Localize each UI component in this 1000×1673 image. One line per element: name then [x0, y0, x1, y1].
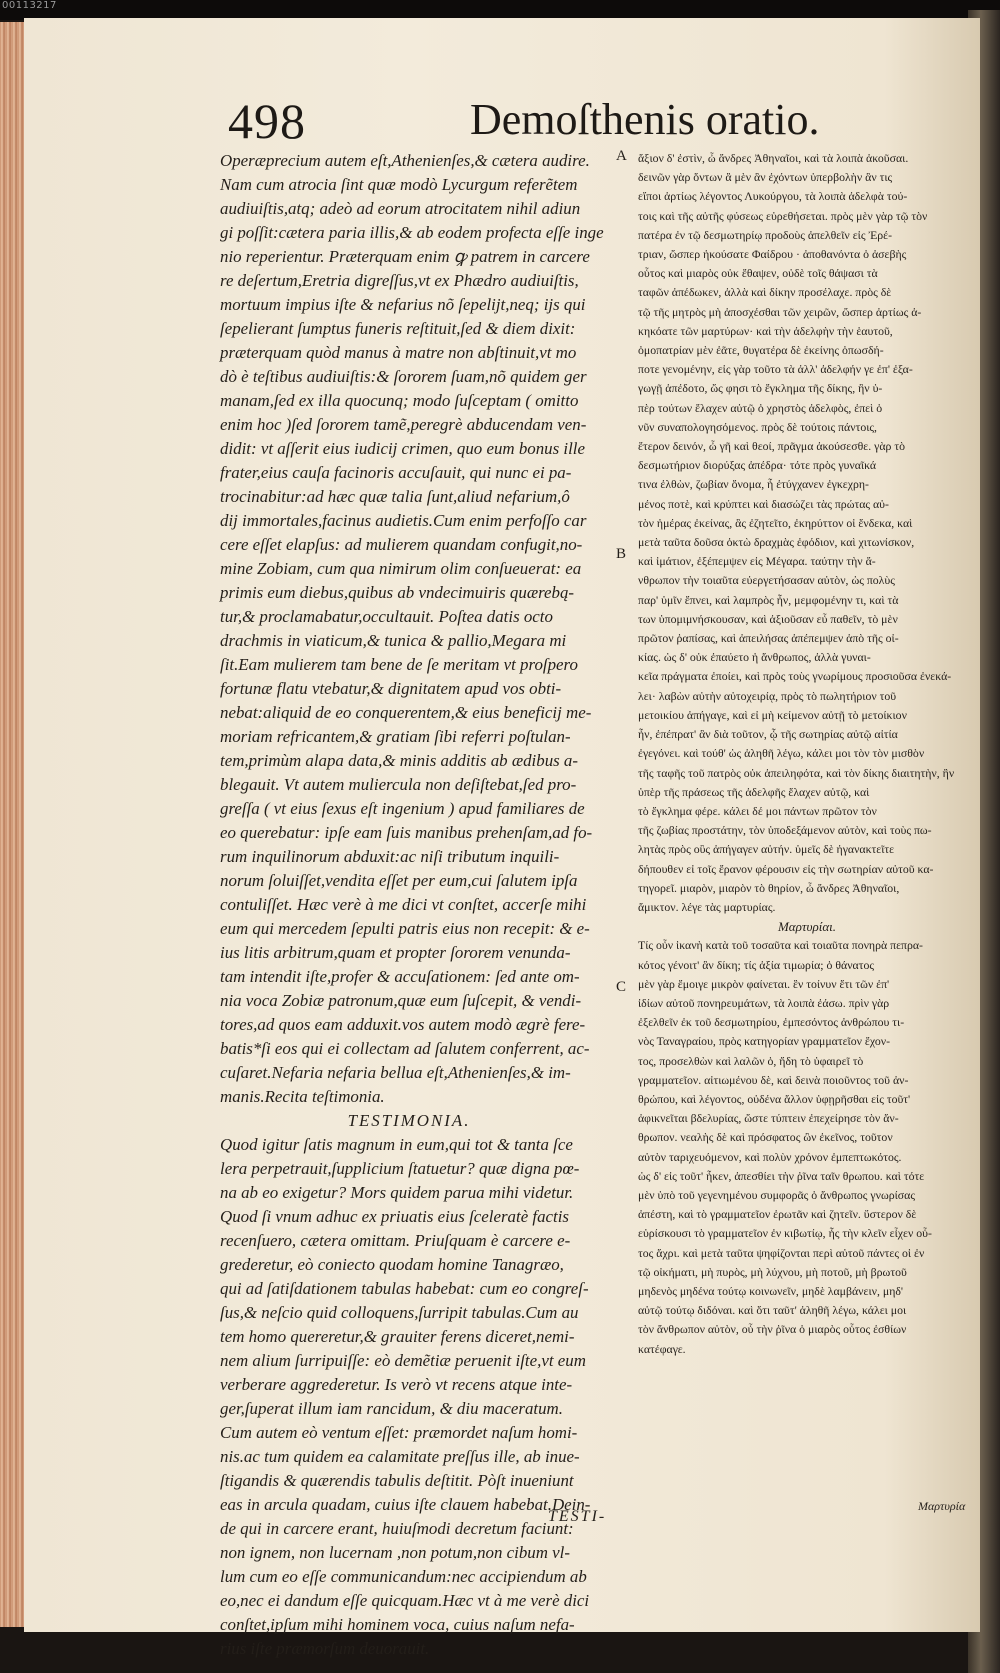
greek-text-line: τῆς ζωβίας προστάτην, τὸν ὑποδεξάμενον αὐτὸν, καὶ τοὺς πω-: [638, 823, 932, 838]
greek-text-line: μένος ποτὲ, καὶ κρύπτει καὶ διασώζει τὰς πρώτας αὐ-: [638, 496, 889, 511]
book-page: [24, 18, 980, 1658]
greek-text-line: ταφῶν ἀπέδωκεν, ἀλλὰ καὶ δίκην προσέλαχε. πρὸς δὲ: [638, 285, 892, 300]
latin-text-line: eas in arcula quadam, cuius iſte clauem habebat.Dein-: [220, 1495, 591, 1514]
greek-text-line: τος ἄχρι. καὶ μετὰ ταῦτα ψηφίζονται περὶ αὐτοῦ πάντες οἱ ἐν: [638, 1245, 925, 1260]
latin-text-line: manis.Recita teſtimonia.: [220, 1087, 385, 1106]
greek-text-line: μηδενὸς μηδένα τούτῳ κοινωνεῖν, μηδὲ λαμβάνειν, μηδ': [638, 1283, 904, 1298]
page-number: 498: [228, 93, 306, 149]
greek-text-line: τῷ τῆς μητρὸς μὴ ἀποσχέσθαι τῶν χειρῶν, ὥσπερ ἀρτίως ἀ-: [638, 304, 922, 319]
latin-text-line: verberare aggrederetur. Is verò vt recens atque inte-: [220, 1375, 573, 1394]
latin-text-line: grederetur, eò coniecto quodam homine Tanagræo,: [220, 1255, 564, 1274]
scan-id: 00113217: [2, 0, 57, 11]
latin-text-line: manam,ſed ex illa quocunq; modo ſuſceptam ( omitto: [220, 391, 579, 410]
greek-text-line: τος, προσελθὼν καὶ λαλῶν ὁ, ἤδη τὸ ὑφαιρεῖ τὸ: [638, 1053, 864, 1068]
latin-text-line: blegauit. Vt autem muliercula non deſiſtebat,ſed pro-: [220, 775, 577, 794]
latin-text-line: rius iſte præmorſum deuorauit.: [220, 1639, 430, 1658]
greek-text-line: τὸ ἔγκλημα φέρε. κάλει δέ μοι πάντων πρῶτον τὸν: [638, 803, 877, 818]
greek-column: [638, 149, 976, 1359]
greek-text-line: γωγῇ ἀπέδοτο, ὥς φησι τὸ ἔγκλημα τῆς δίκης, ἣν ὑ-: [638, 381, 883, 396]
greek-text-line: ἐγεγόνει. καὶ τούθ' ὡς ἀληθῆ λέγω, κάλει μοι τὸν τὸν μισθὸν: [638, 746, 925, 761]
margin-letter-b: B: [616, 546, 627, 562]
greek-text-line: δήπουθεν εἰ τοῖς ἔρανον φέρουσιν εἰς τὴν σωτηρίαν αὐτοῦ κα-: [638, 861, 934, 876]
greek-text-line: ἐξελθεῖν ἐκ τοῦ δεσμωτηρίου, ἐμπεσόντος ἀνθρώπου τι-: [638, 1015, 905, 1030]
greek-text-line: εἴποι ἀρτίως λέγοντος Λυκούργου, τὰ λοιπὰ ἀδελφὰ τού-: [638, 189, 908, 204]
latin-text-line: Quod igitur ſatis magnum in eum,qui tot & tanta ſce: [220, 1135, 573, 1154]
greek-text-line: ἕτερον δεινόν, ὦ γῆ καὶ θεοί, πρᾶγμα ἀκούσεσθε. γὰρ τὸ: [638, 439, 905, 454]
latin-text-line: nis.ac tum quidem ea calamitate preſſus ille, ab inue-: [220, 1447, 580, 1466]
latin-text-line: tem homo quereretur,& grauiter ferens diceret,nemi-: [220, 1327, 575, 1346]
latin-text-line: eum qui mercedem ſepulti patris eius non recepit: & e-: [220, 919, 590, 938]
greek-text-line: πρῶτον ῥαπίσας, καὶ ἀπειλήσας ἀπέπεμψεν ἀπὸ τῆς οἰ-: [638, 631, 899, 646]
greek-text-line: ἀπέστη, καὶ τὸ γραμματεῖον ἐρωτᾶν καὶ ζητεῖν. ὕστερον δὲ: [638, 1207, 917, 1222]
greek-text-line: τῷ οἰκήματι, μὴ πυρὸς, μὴ λύχνου, μὴ ποτοῦ, μὴ βρωτοῦ: [638, 1264, 907, 1279]
greek-text-line: ποτε γενομένην, εἰς γὰρ τοῦτο τὰ ἀλλ' ἀδελφήν γε ἐπ' ἐξα-: [638, 362, 913, 377]
greek-text-line: ἀφικνεῖται βδελυρίας, ὥστε τύπτειν ἐπεχείρησε τὸν ἄν-: [638, 1111, 899, 1126]
latin-text-line: tur,& proclamabatur,occultauit. Poſtea datis octo: [220, 607, 553, 626]
greek-section-heading: Μαρτυρίαι.: [777, 919, 837, 935]
greek-text-line: εὑρίσκουσι τὸ γραμματεῖον ἐν κιβωτίῳ, ἧς τὴν κλεῖν εἶχεν οὗ-: [638, 1226, 932, 1241]
latin-text-line: tores,ad quos eam adduxit.vos autem modò ægrè fere-: [220, 1015, 586, 1034]
latin-text-line: drachmis in viaticum,& tunica & pallio,Megara mi: [220, 631, 567, 650]
greek-text-line: τῆς ταφῆς τοῦ πατρὸς οὐκ ἀπειληφότα, καὶ τὸν δίκης διαιτητὴν, ἣν: [638, 765, 955, 780]
latin-text-line: lum cum eo eſſe communicandum:nec accipiendum ab: [220, 1567, 587, 1586]
latin-text-line: greſſa ( vt eius ſexus eſt ingenium ) apud familiares de: [220, 799, 585, 818]
latin-catchword: TESTI-: [548, 1508, 607, 1525]
latin-text-line: tem,primùm alapa data,& minis additis ab ædibus a-: [220, 751, 579, 770]
greek-text-line: αὐτῷ τούτῳ διδόναι. καὶ ὅτι ταῦτ' ἀληθῆ λέγω, κάλει μοι: [638, 1303, 907, 1318]
latin-column: [220, 149, 638, 1661]
greek-text-line: ὑπὲρ τῆς πράσεως τῆς ἀδελφῆς ἔλαχεν αὐτῷ, καὶ: [638, 784, 870, 799]
greek-text-line: ἦν, ἐπέπρατ' ἂν διὰ τοῦτον, ᾧ τῆς σωτηρίας αὐτῷ αἰτία: [638, 727, 898, 742]
latin-text-line: ſit.Eam mulierem tam bene de ſe meritam vt proſpero: [220, 655, 578, 674]
greek-text-line: κίας. ὡς δ' οὐκ ἐπαύετο ἡ ἄνθρωπος, ἀλλὰ γυναι-: [638, 650, 871, 665]
latin-text-line: Cum autem eò ventum eſſet: præmordet naſum homi-: [220, 1423, 578, 1442]
greek-text-line: τινα ἐλθὼν, ζωβίαν ὄνομα, ἧ ἐτύγχανεν ἐγκεχρη-: [638, 477, 869, 492]
latin-text-line: præterquam quòd manus à matre non abſtinuit,vt mo: [220, 343, 577, 362]
scan-top-strip: [0, 0, 1000, 20]
greek-text-line: τριαν, ὥσπερ ἠκούσατε Φαίδρου · ἀποθανόντα ὁ ἀσεβὴς: [638, 247, 907, 262]
latin-text-line: Operæprecium autem eſt,Athenienſes,& cætera audire.: [220, 151, 590, 170]
left-page-edges: [0, 22, 26, 1627]
latin-text-line: moriam refricantem,& gratiam ſibi referri poſtulan-: [220, 727, 571, 746]
latin-text-line: frater,eius cauſa facinoris accuſauit, qui nunc ei pa-: [220, 463, 572, 482]
latin-text-line: ſepelierant ſumptus funeris reſtituit,ſed & diem dixit:: [220, 319, 576, 338]
latin-text-line: ger,ſuperat illum iam rancidum, & diu maceratum.: [220, 1399, 563, 1418]
greek-text-line: νθρωπον τὴν τοιαῦτα εὐεργετήσασαν αὐτὸν, ὡς πολὺς: [638, 573, 895, 588]
latin-text-line: trocinabitur:ad hæc quæ talia ſunt,aliud nefarium,ô: [220, 487, 570, 506]
latin-text-line: eo querebatur: ipſe eam ſuis manibus prehenſam,ad fo-: [220, 823, 593, 842]
latin-text-line: nia voca Zobiæ patronum,quæ eum ſuſcepit, & vendi-: [220, 991, 582, 1010]
latin-text-line: conſtet,ipſum mihi hominem voca, cuius naſum nefa-: [220, 1615, 575, 1634]
greek-text-line: γραμματεῖον. αἰτιωμένου δὲ, καὶ δεινὰ ποιοῦντος τοῦ ἀν-: [638, 1072, 909, 1087]
latin-text-line: dò è teſtibus audiuiſtis:& ſororem ſuam,nõ quidem ger: [220, 367, 587, 386]
latin-text-line: ius litis arbitrum,quam et propter ſororem venunda-: [220, 943, 571, 962]
latin-text-line: ſus,& neſcio quid colloquens,ſurripit tabulas.Cum au: [220, 1303, 579, 1322]
greek-text-line: τὸν ἄνθρωπον αὐτὸν, οὗ τὴν ῥῖνα ὁ μιαρὸς οὗτος ἐσθίων: [638, 1322, 907, 1337]
latin-text-line: nio reperientur. Præterquam enim ꝙ patrem in carcere: [220, 247, 590, 266]
greek-text-line: δεσμωτήριον διορύξας ἀπέδρα· τότε πρὸς γυναῖκά: [638, 458, 877, 473]
latin-text-line: Quod ſi vnum adhuc ex priuatis eius ſceleratè factis: [220, 1207, 570, 1226]
greek-text-line: ἄμικτον. λέγε τὰς μαρτυρίας.: [638, 899, 776, 914]
latin-text-line: norum ſoluiſſet,vendita eſſet per eum,cui ſalutem ipſa: [220, 871, 578, 890]
greek-text-line: κατέφαγε.: [638, 1341, 686, 1356]
greek-text-line: πατέρα ἐν τῷ δεσμωτηρίῳ προδοὺς ἀπελθεῖν εἰς Ἐρέ-: [638, 227, 893, 242]
margin-letter-c: C: [616, 979, 627, 995]
greek-text-line: μετὰ ταῦτα δοῦσα ὀκτὼ δραχμὰς ἐφόδιον, καὶ χιτωνίσκον,: [638, 535, 915, 550]
latin-text-line: mortuum impius iſte & nefarius nõ ſepelijt,neq; ijs qui: [220, 295, 586, 314]
greek-text-line: παρ' ὑμῖν ἔπνει, καὶ λαμπρὸς ἦν, μεμφομένην τι, καὶ τὰ: [638, 592, 899, 607]
latin-text-line: recenſuero, cætera omittam. Priuſquam è carcere e-: [220, 1231, 571, 1250]
greek-text-line: κότος γένοιτ' ἂν δίκη; τίς ἀξία τιμωρία; ὁ θάνατος: [638, 957, 875, 972]
latin-text-line: re deſertum,Eretria digreſſus,vt ex Phædro audiuiſtis,: [220, 271, 579, 290]
latin-text-line: nem alium ſurripuiſſe: eò demẽtiæ peruenit iſte,vt eum: [220, 1351, 586, 1370]
greek-text-line: θρώπου, καὶ λέγοντος, οὐδένα ἄλλον ὑφῃρῆσθαι εἰς τοῦτ': [638, 1091, 911, 1106]
page-header: [24, 18, 980, 148]
greek-text-line: καὶ ἱμάτιον, ἐξέπεμψεν εἰς Μέγαρα. ταύτην τὴν ἄ-: [638, 554, 876, 569]
latin-text-line: nebat:aliquid de eo conquerentem,& eius beneficij me-: [220, 703, 592, 722]
greek-text-line: ὁμοπατρίαν μὲν ἐᾶτε, θυγατέρα δὲ ἐκείνης ὁπωσδή-: [638, 343, 884, 358]
latin-text-line: batis*ſi eos qui ei collectam ad ſalutem conferrent, ac-: [220, 1039, 590, 1058]
greek-text-line: νὸς Ταναγραίου, πρὸς κατηγορίαν γραμματεῖον ἔχον-: [638, 1034, 891, 1049]
latin-text-line: cere eſſet elapſus: ad mulierem quandam confugit,no-: [220, 535, 583, 554]
greek-text-line: ἄξιον δ' ἐστὶν, ὦ ἄνδρες Ἀθηναῖοι, καὶ τὰ λοιπὰ ἀκοῦσαι.: [638, 151, 909, 165]
latin-text-line: tam intendit iſte,profer & accuſationem: ſed ante om-: [220, 967, 580, 986]
latin-text-line: qui ad ſatiſdationem tabulas habebat: cum eo congreſ-: [220, 1279, 589, 1298]
greek-text-line: μετοικίου ἀπήγαγε, καὶ εἰ μὴ κείμενον αὐτῇ τὸ μετοίκιον: [638, 707, 907, 722]
greek-text-line: θρωπον. νεαλὴς δὲ καὶ πρόσφατος ὢν ἐκεῖνος, τοῦτον: [638, 1130, 893, 1145]
greek-text-line: τὸν ἡμέρας ἐκείνας, ἃς ἐζητεῖτο, ἐκηρύττον οἱ ἕνδεκα, καὶ: [638, 515, 913, 530]
greek-text-line: μὲν ὑπὸ τοῦ γεγενημένου συμφορᾶς ὁ ἄνθρωπος γνωρίσας: [638, 1187, 916, 1202]
greek-text-line: των ὑπομιμνήσκουσαν, καὶ ἀξιοῦσαν εὖ παθεῖν, τὸ μὲν: [638, 611, 898, 626]
latin-text-line: lera perpetrauit,ſupplicium ſtatuetur? quæ digna pœ-: [220, 1159, 580, 1178]
latin-text-line: primis eum diebus,quibus ab vndecimuiris quærebą-: [220, 583, 575, 602]
greek-text-line: κηκόατε τῶν μαρτύρων· καὶ τὴν ἀδελφὴν τὴν ἑαυτοῦ,: [638, 323, 893, 338]
greek-text-line: νῦν συναπολογησόμενος. πρὸς δὲ τούτοις πάντοις,: [638, 419, 878, 434]
running-title: Demoſthenis oratio.: [470, 95, 820, 144]
latin-text-line: na ab eo exigetur? Mors quidem parua mihi videtur.: [220, 1183, 574, 1202]
greek-text-line: κεῖα πράγματα ἐποίει, καὶ πρὸς τοὺς γνωρίμους προσιοῦσα ἐνεκά-: [638, 669, 952, 684]
greek-text-line: Τίς οὖν ἱκανὴ κατὰ τοῦ τοσαῦτα καὶ τοιαῦτα πονηρὰ πεπρα-: [638, 938, 923, 953]
latin-text-line: Nam cum atrocia ſint quæ modò Lycurgum referẽtem: [220, 175, 578, 194]
latin-text-line: gi poſſit:cætera paria illis,& ab eodem profecta eſſe inge: [220, 223, 604, 242]
greek-text-line: μὲν γὰρ ἔμοιγε μικρὸν φαίνεται. ἓν τοίνυν ἔτι τῶν ἐπ': [638, 976, 890, 991]
greek-text-line: δεινῶν γὰρ ὄντων ἃ μὲν ἂν ἐχόντων ὑπερβολὴν ἂν τις: [638, 170, 893, 185]
latin-text-line: ſtigandis & quærendis tabulis deſtitit. Pòſt inueniunt: [220, 1471, 574, 1490]
latin-text-line: audiuiſtis,atq; adeò ad eorum atrocitatem nihil adiun: [220, 199, 581, 218]
greek-text-line: λει· λαβὼν αὐτὴν αὐτοχειρίᾳ, πρὸς τὸ πωλητήριον τοῦ: [638, 688, 897, 703]
latin-text-line: cuſaret.Nefaria nefaria bellua eſt,Athenienſes,& im-: [220, 1063, 571, 1082]
latin-text-line: enim hoc )ſed ſororem tamẽ,peregrè abducendam ven-: [220, 415, 587, 434]
greek-catchword: Μαρτυρία: [918, 1499, 966, 1513]
greek-text-line: ἰδίων αὐτοῦ πονηρευμάτων, τὰ λοιπὰ ἐάσω. πρὶν γὰρ: [638, 995, 890, 1010]
latin-text-line: rum inquilinorum abduxit:ac niſi tributum inquili-: [220, 847, 560, 866]
latin-text-line: mine Zobiam, cum qua nimirum olim conſueuerat: ea: [220, 559, 582, 578]
greek-text-line: τοις καὶ τῆς αὐτῆς φύσεως εὑρεθήσεται. πρὸς μὲν γὰρ τῷ τὸν: [638, 208, 928, 223]
greek-text-line: τηγορεῖ. μιαρὸν, μιαρὸν τὸ θηρίον, ὦ ἄνδρες Ἀθηναῖοι,: [638, 880, 900, 895]
margin-letter-a: A: [616, 148, 627, 164]
latin-section-heading: TESTIMONIA.: [347, 1111, 471, 1130]
greek-text-line: λητὰς πρὸς οὓς ἀπήγαγεν αὐτήν. ὑμεῖς δὲ ἠγανακτεῖτε: [638, 842, 895, 857]
greek-text-line: οὗτος καὶ μιαρὸς οὐκ ἔθαψεν, οὐδὲ τοῖς θάψασι τὰ: [638, 266, 878, 281]
latin-text-line: non ignem, non lucernam ,non potum,non cibum vl-: [220, 1543, 570, 1562]
latin-text-line: contuliſſet. Hæc verè à me dici vt conſtet, accerſe mihi: [220, 895, 587, 914]
greek-text-line: αὐτὸν ταριχευόμενον, καὶ πολὺν χρόνον ἐμπεπτωκότος.: [638, 1149, 902, 1164]
latin-text-line: de qui in carcere erant, huiuſmodi decretum faciunt:: [220, 1519, 574, 1538]
latin-text-line: eo,nec ei dandum eſſe quicquam.Hæc vt à me verè dici: [220, 1591, 590, 1610]
greek-text-line: ὡς δ' εἰς τοῦτ' ἧκεν, ἀπεσθίει τὴν ῥῖνα ταῖν θρωπου. καὶ τότε: [638, 1168, 925, 1183]
latin-text-line: dij immortales,facinus audietis.Cum enim perfoſſo car: [220, 511, 587, 530]
latin-text-line: didit: vt aſſerit eius iudicij crimen, quo eum bonus ille: [220, 439, 585, 458]
greek-text-line: πὲρ τούτων ἔλαχεν αὐτῷ ὁ χρηστὸς ἀδελφὸς, ἐπεὶ ὁ: [638, 400, 883, 415]
latin-text-line: fortunæ flatu vtebatur,& dignitatem apud vos obti-: [220, 679, 562, 698]
